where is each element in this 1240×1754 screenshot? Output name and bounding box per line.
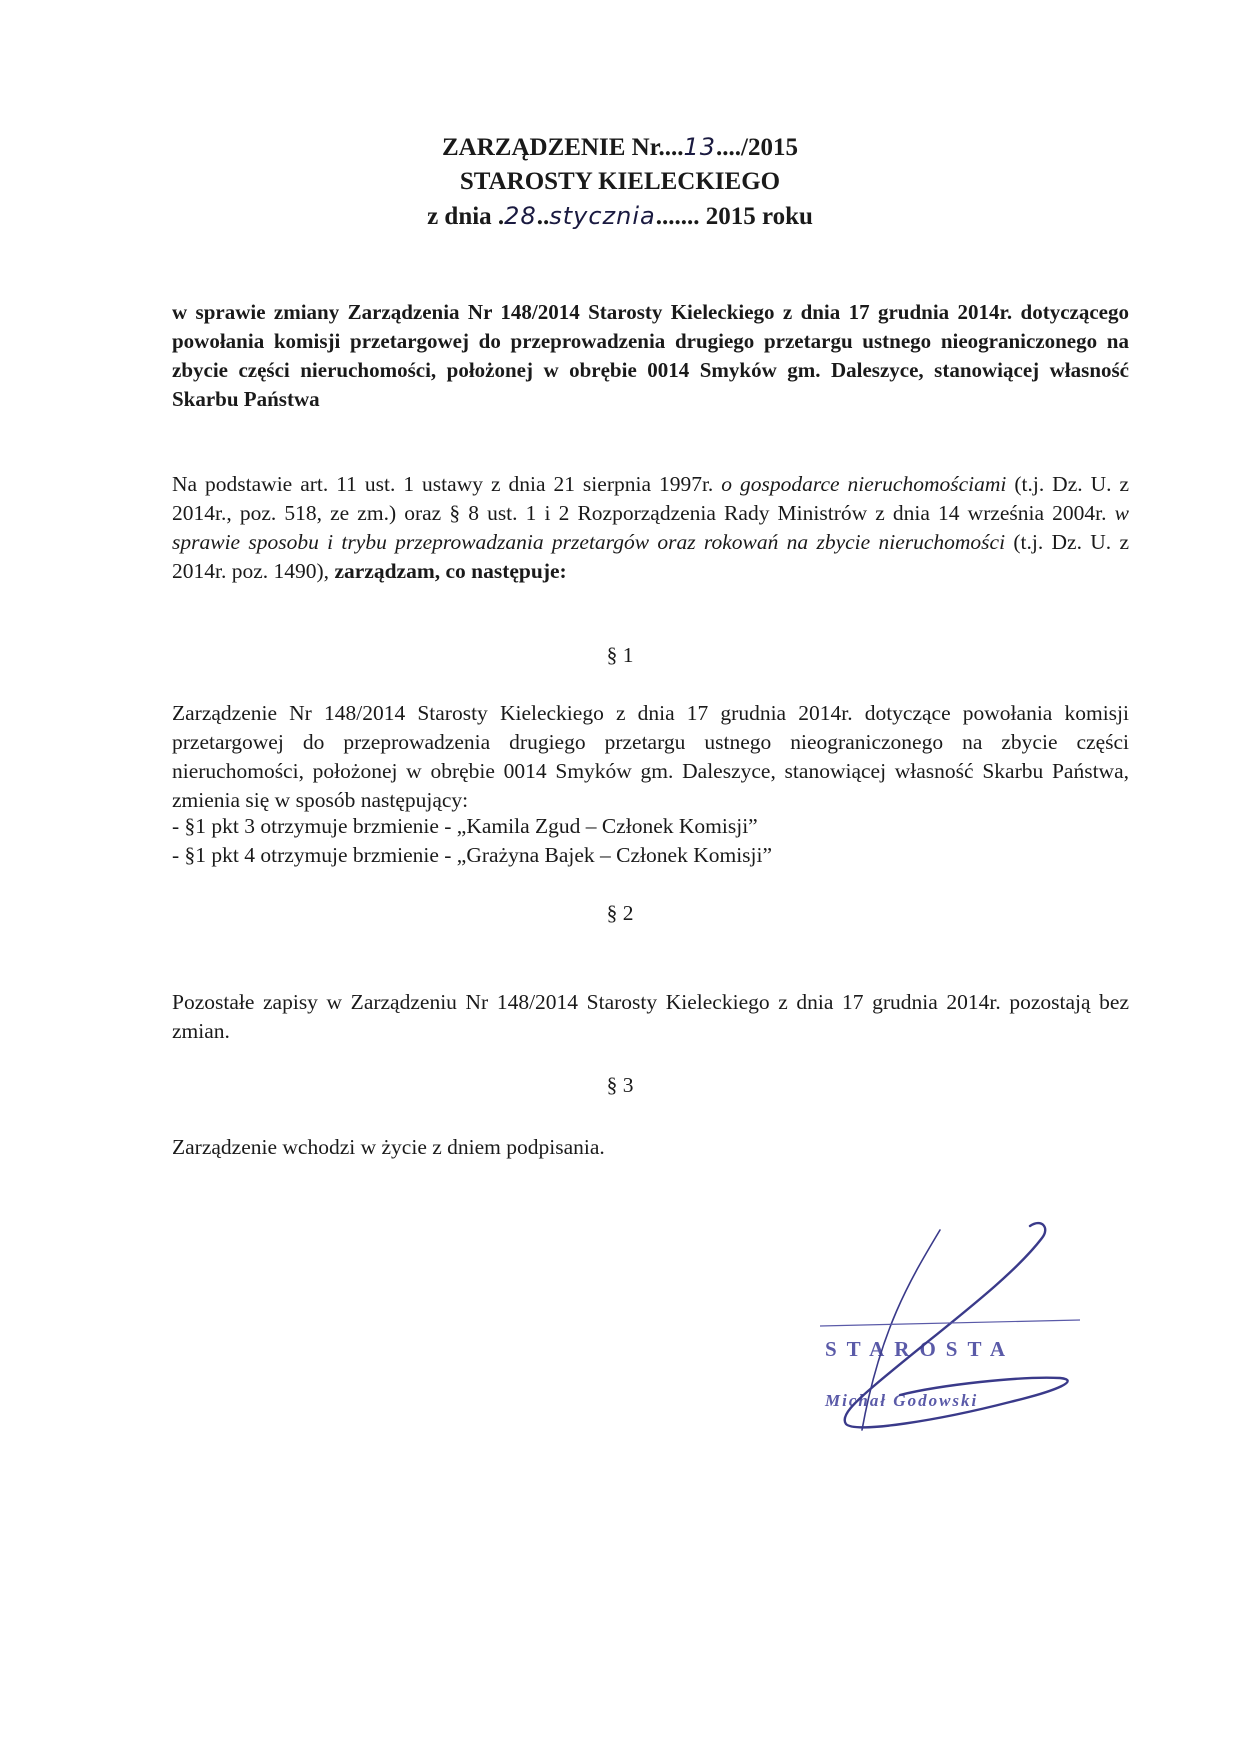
stamp-name: Michał Godowski <box>825 1391 979 1410</box>
basis-decree-phrase: zarządzam, co następuje: <box>334 559 567 583</box>
section-3-text: Zarządzenie wchodzi w życie z dniem podpisania. <box>172 1135 605 1159</box>
document-header <box>0 130 1240 234</box>
basis-act-title-1: o gospodarce nieruchomościami <box>721 472 1007 496</box>
section-1-changes <box>172 812 1129 870</box>
title-suffix: ..../2015 <box>716 134 798 161</box>
section-2-heading: § 2 <box>606 901 634 925</box>
basis-text-1: Na podstawie art. 11 ust. 1 ustawy z dnia 21 sierpnia 1997r. <box>172 472 722 496</box>
issuer-line: STAROSTY KIELECKIEGO <box>459 168 781 195</box>
date-prefix: z dnia . <box>427 203 505 230</box>
date-suffix: ....... 2015 roku <box>655 203 813 230</box>
basis-act-title-2: w sprawie sposobu i trybu przeprowadzania przetargów oraz rokowań na zbycie nieruchomości <box>172 501 1129 554</box>
section-1-heading: § 1 <box>606 643 634 667</box>
date-line <box>0 199 1240 234</box>
stamp-title: STAROSTA <box>825 1337 1016 1361</box>
basis-text-3: (t.j. Dz. U. z 2014r. poz. 1490), <box>172 530 1130 583</box>
title-line <box>0 130 1240 165</box>
change-item-1: - §1 pkt 3 otrzymuje brzmienie - „Kamila Zgud – Członek Komisji” <box>172 814 758 838</box>
title-prefix: ZARZĄDZENIE Nr.... <box>442 134 684 161</box>
document-subject: w sprawie zmiany Zarządzenia Nr 148/2014 Starosty Kieleckiego z dnia 17 grudnia 2014r. dotyczącego powołania komisji przetargowej do przeprowadzenia drugiego przetargu ustnego nieograniczonego na zbycie części nieruchomości, położonej w obrębie 0014 Smyków gm. Daleszyce, stanowiącej własność Skarbu Państwa <box>172 300 1129 411</box>
section-1-text: Zarządzenie Nr 148/2014 Starosty Kieleckiego z dnia 17 grudnia 2014r. dotyczące powołania komisji przetargowej do przeprowadzenia drugiego przetargu ustnego nieograniczonego na zbycie części nieruchomości, położonej w obrębie 0014 Smyków gm. Daleszyce, stanowiącej własność Skarbu Państwa, zmienia się w sposób następujący: <box>172 701 1129 812</box>
handwritten-signature <box>780 1220 1110 1440</box>
handwritten-month: stycznia <box>549 202 656 230</box>
date-separator: .. <box>536 203 550 230</box>
legal-basis <box>172 470 1129 586</box>
handwritten-number: 13 <box>683 133 717 161</box>
section-2-text: Pozostałe zapisy w Zarządzeniu Nr 148/2014 Starosty Kieleckiego z dnia 17 grudnia 2014r. pozostają bez zmian. <box>172 990 1129 1043</box>
change-item-2: - §1 pkt 4 otrzymuje brzmienie - „Grażyna Bajek – Członek Komisji” <box>172 843 773 867</box>
handwritten-day: 28 <box>504 202 537 230</box>
section-3-heading: § 3 <box>606 1073 634 1097</box>
basis-text-2: (t.j. Dz. U. z 2014r., poz. 518, ze zm.) oraz § 8 ust. 1 i 2 Rozporządzenia Rady Ministrów z dnia 14 września 2004r. <box>172 472 1130 525</box>
